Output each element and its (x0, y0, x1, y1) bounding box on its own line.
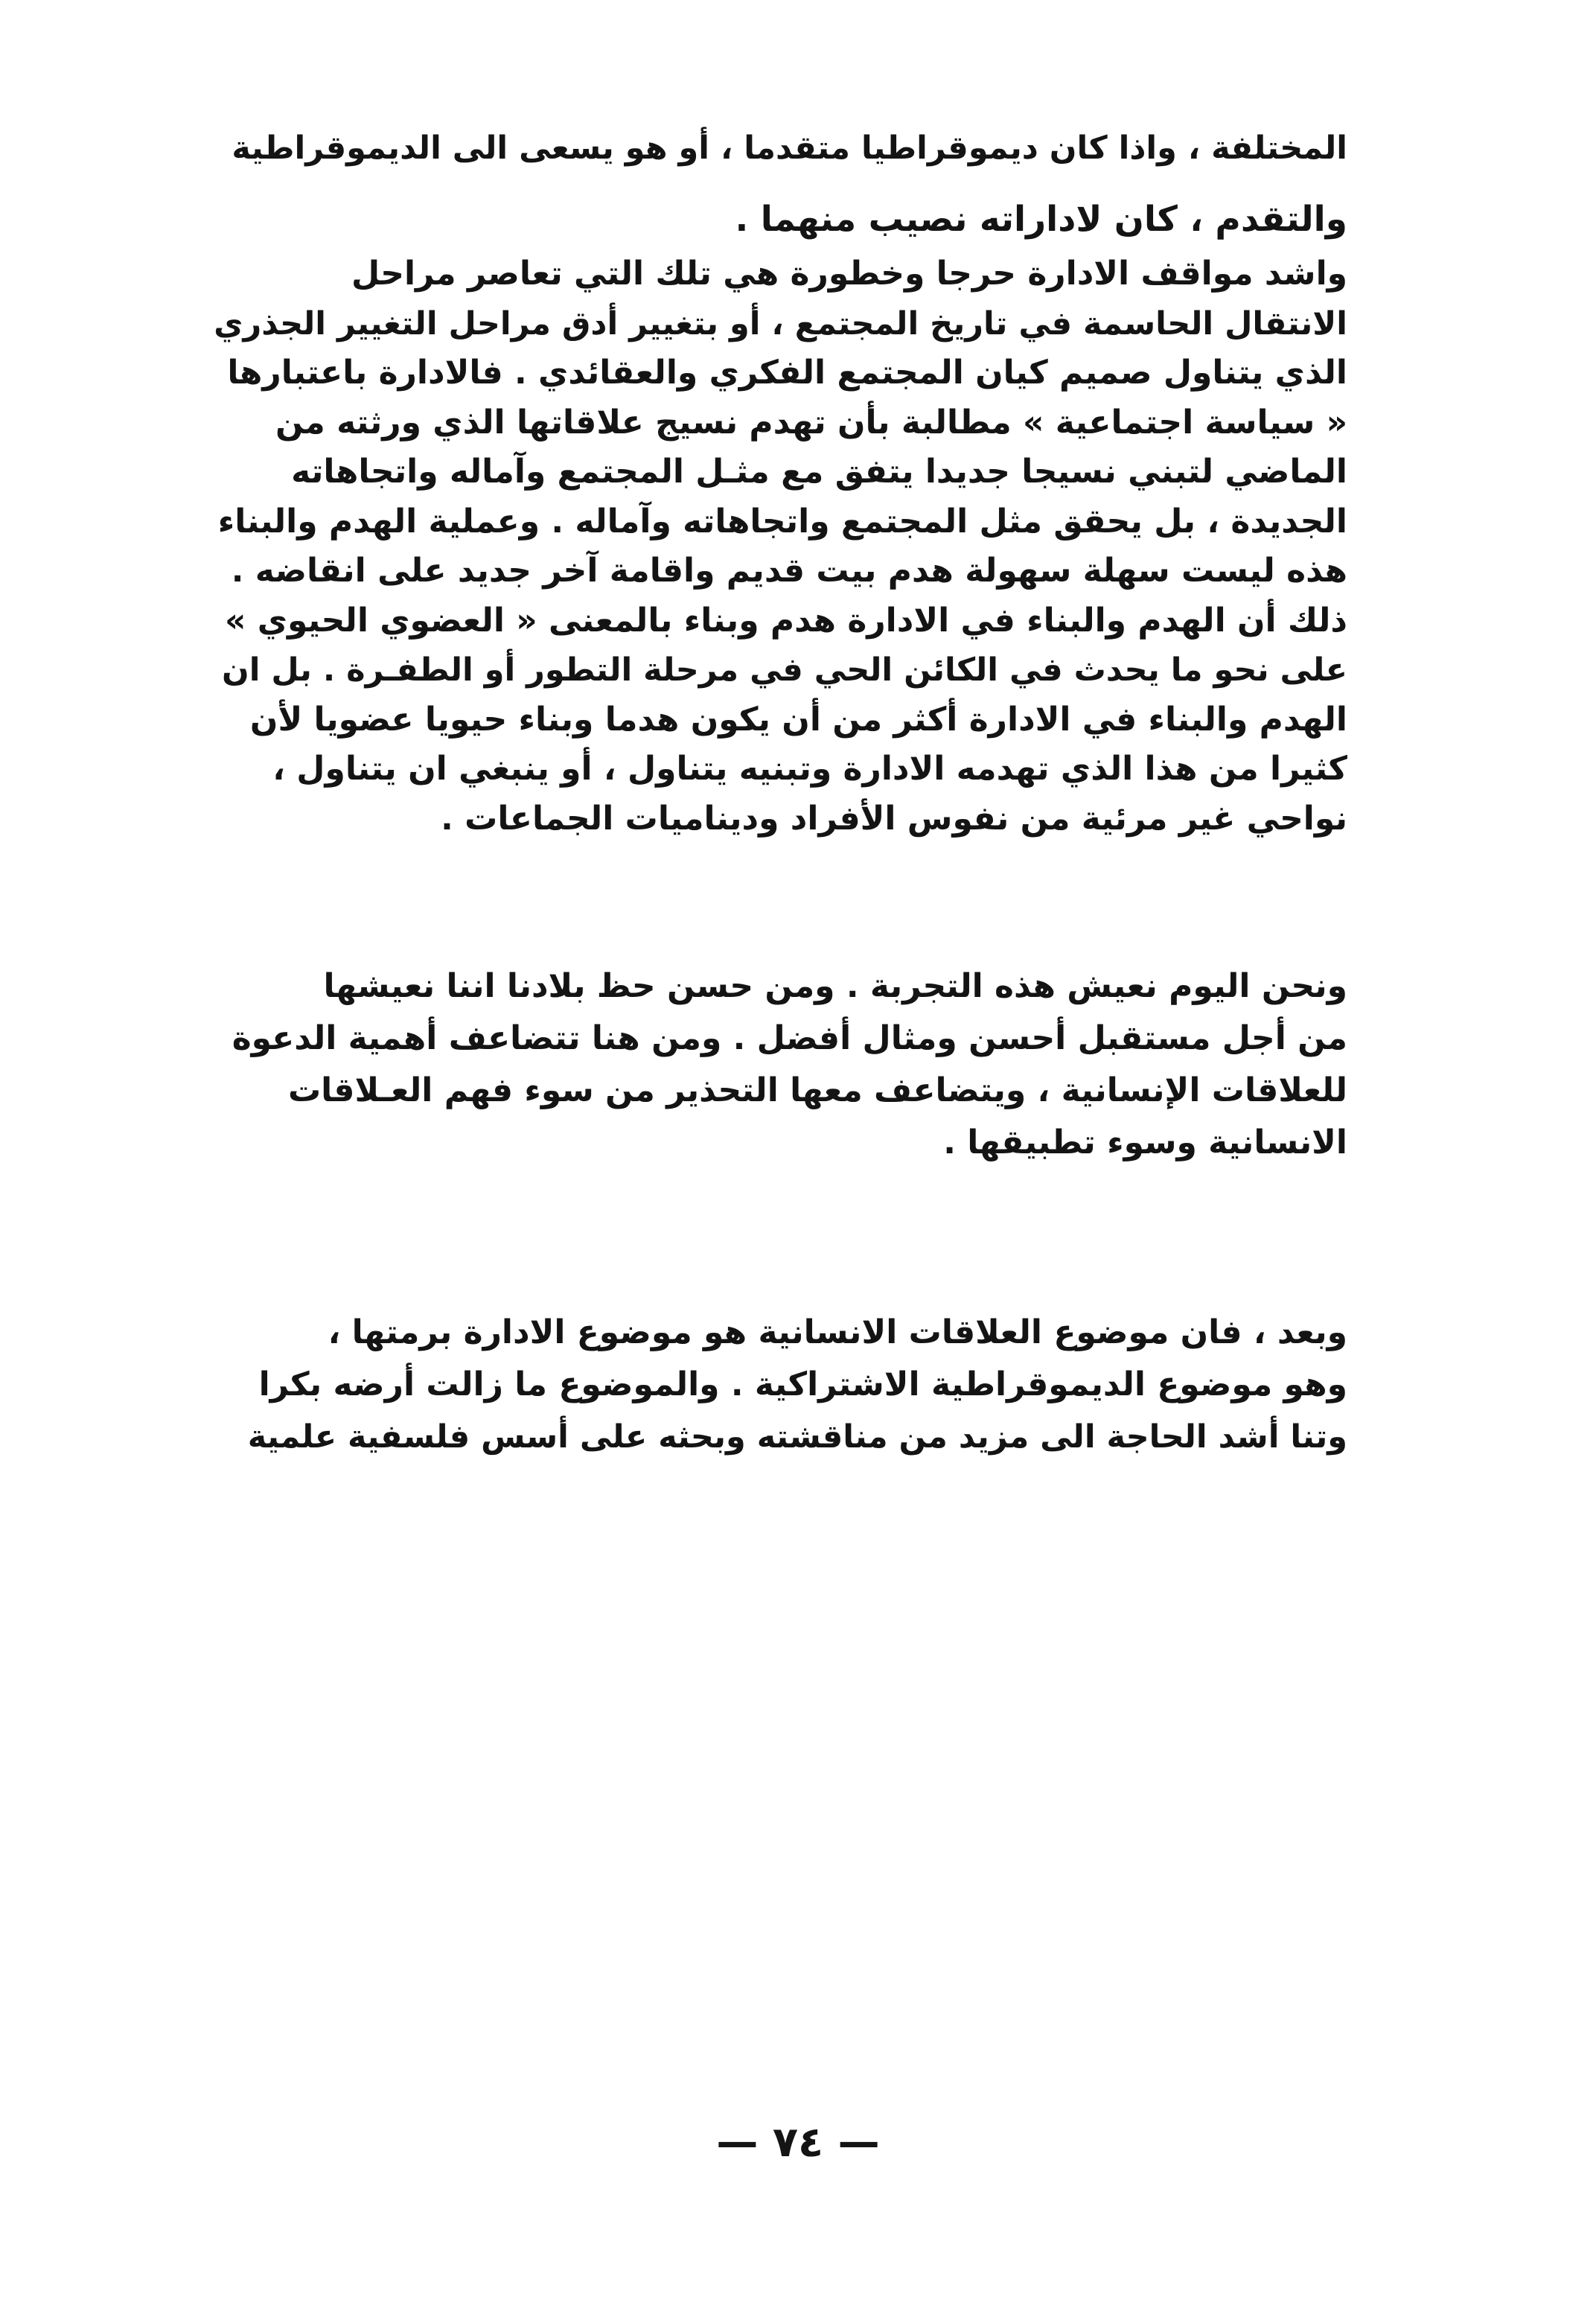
text-line: للعلاقات الإنسانية ، ويتضاعف معها التحذير من سوء فهم العـلاقات (287, 1071, 1347, 1109)
paragraph-1 (208, 113, 1347, 255)
text-line: الذي يتناول صميم كيان المجتمع الفكري والعقائدي . فالادارة باعتبارها (227, 354, 1347, 392)
text-line: الانتقال الحاسمة في تاريخ المجتمع ، أو بتغيير أدق مراحل التغيير الجذري (214, 305, 1347, 342)
text-line: هذه ليست سهلة سهولة هدم بيت قديم واقامة آخر جديد على انقاضه . (231, 552, 1347, 590)
text-line: كثيرا من هذا الذي تهدمه الادارة وتبنيه يتناول ، أو ينبغي ان يتناول ، (272, 750, 1347, 788)
text-line: على نحو ما يحدث في الكائن الحي في مرحلة التطور أو الطفـرة . بل ان (222, 651, 1347, 689)
paragraph-2 (208, 249, 1347, 844)
paragraph-4 (223, 1307, 1347, 1463)
text-line: من أجل مستقبل أحسن ومثال أفضل . ومن هنا تتضاعف أهمية الدعوة (232, 1019, 1347, 1057)
page-number: — ٧٤ — (716, 2118, 880, 2167)
text-line: الهدم والبناء في الادارة أكثر من أن يكون هدما وبناء حيويا عضويا لأن (249, 700, 1347, 739)
text-line: ونحن اليوم نعيش هذه التجربة . ومن حسن حظ بلادنا اننا نعيشها (323, 967, 1347, 1005)
text-line: والتقدم ، كان لاداراته نصيب منهما . (735, 199, 1347, 240)
text-line: « سياسة اجتماعية » مطالبة بأن تهدم نسيج علاقاتها الذي ورثته من (275, 403, 1347, 442)
text-line: نواحي غير مرئية من نفوس الأفراد وديناميات الجماعات . (441, 799, 1347, 838)
text-line: وبعد ، فان موضوع العلاقات الانسانية هو موضوع الادارة برمتها ، (328, 1313, 1347, 1351)
paragraph-3 (223, 960, 1347, 1169)
text-line: الماضي لتبني نسيجا جديدا يتفق مع مثـل المجتمع وآماله واتجاهاته (291, 453, 1347, 491)
text-line: الانسانية وسوء تطبيقها . (943, 1124, 1347, 1161)
text-line: الجديدة ، بل يحقق مثل المجتمع واتجاهاته وآماله . وعملية الهدم والبناء (217, 502, 1347, 541)
text-line: وتنا أشد الحاجة الى مزيد من مناقشته وبحثه على أسس فلسفية علمية (247, 1418, 1347, 1456)
text-line: ذلك أن الهدم والبناء في الادارة هدم وبناء بالمعنى « العضوي الحيوي » (224, 601, 1347, 640)
text-line: المختلفة ، واذا كان ديموقراطيا متقدما ، أو هو يسعى الى الديموقراطية (232, 130, 1347, 167)
text-line: واشد مواقف الادارة حرجا وخطورة هي تلك التي تعاصر مراحل (351, 255, 1347, 293)
text-line: وهو موضوع الديموقراطية الاشتراكية . والموضوع ما زالت أرضه بكرا (258, 1365, 1347, 1403)
